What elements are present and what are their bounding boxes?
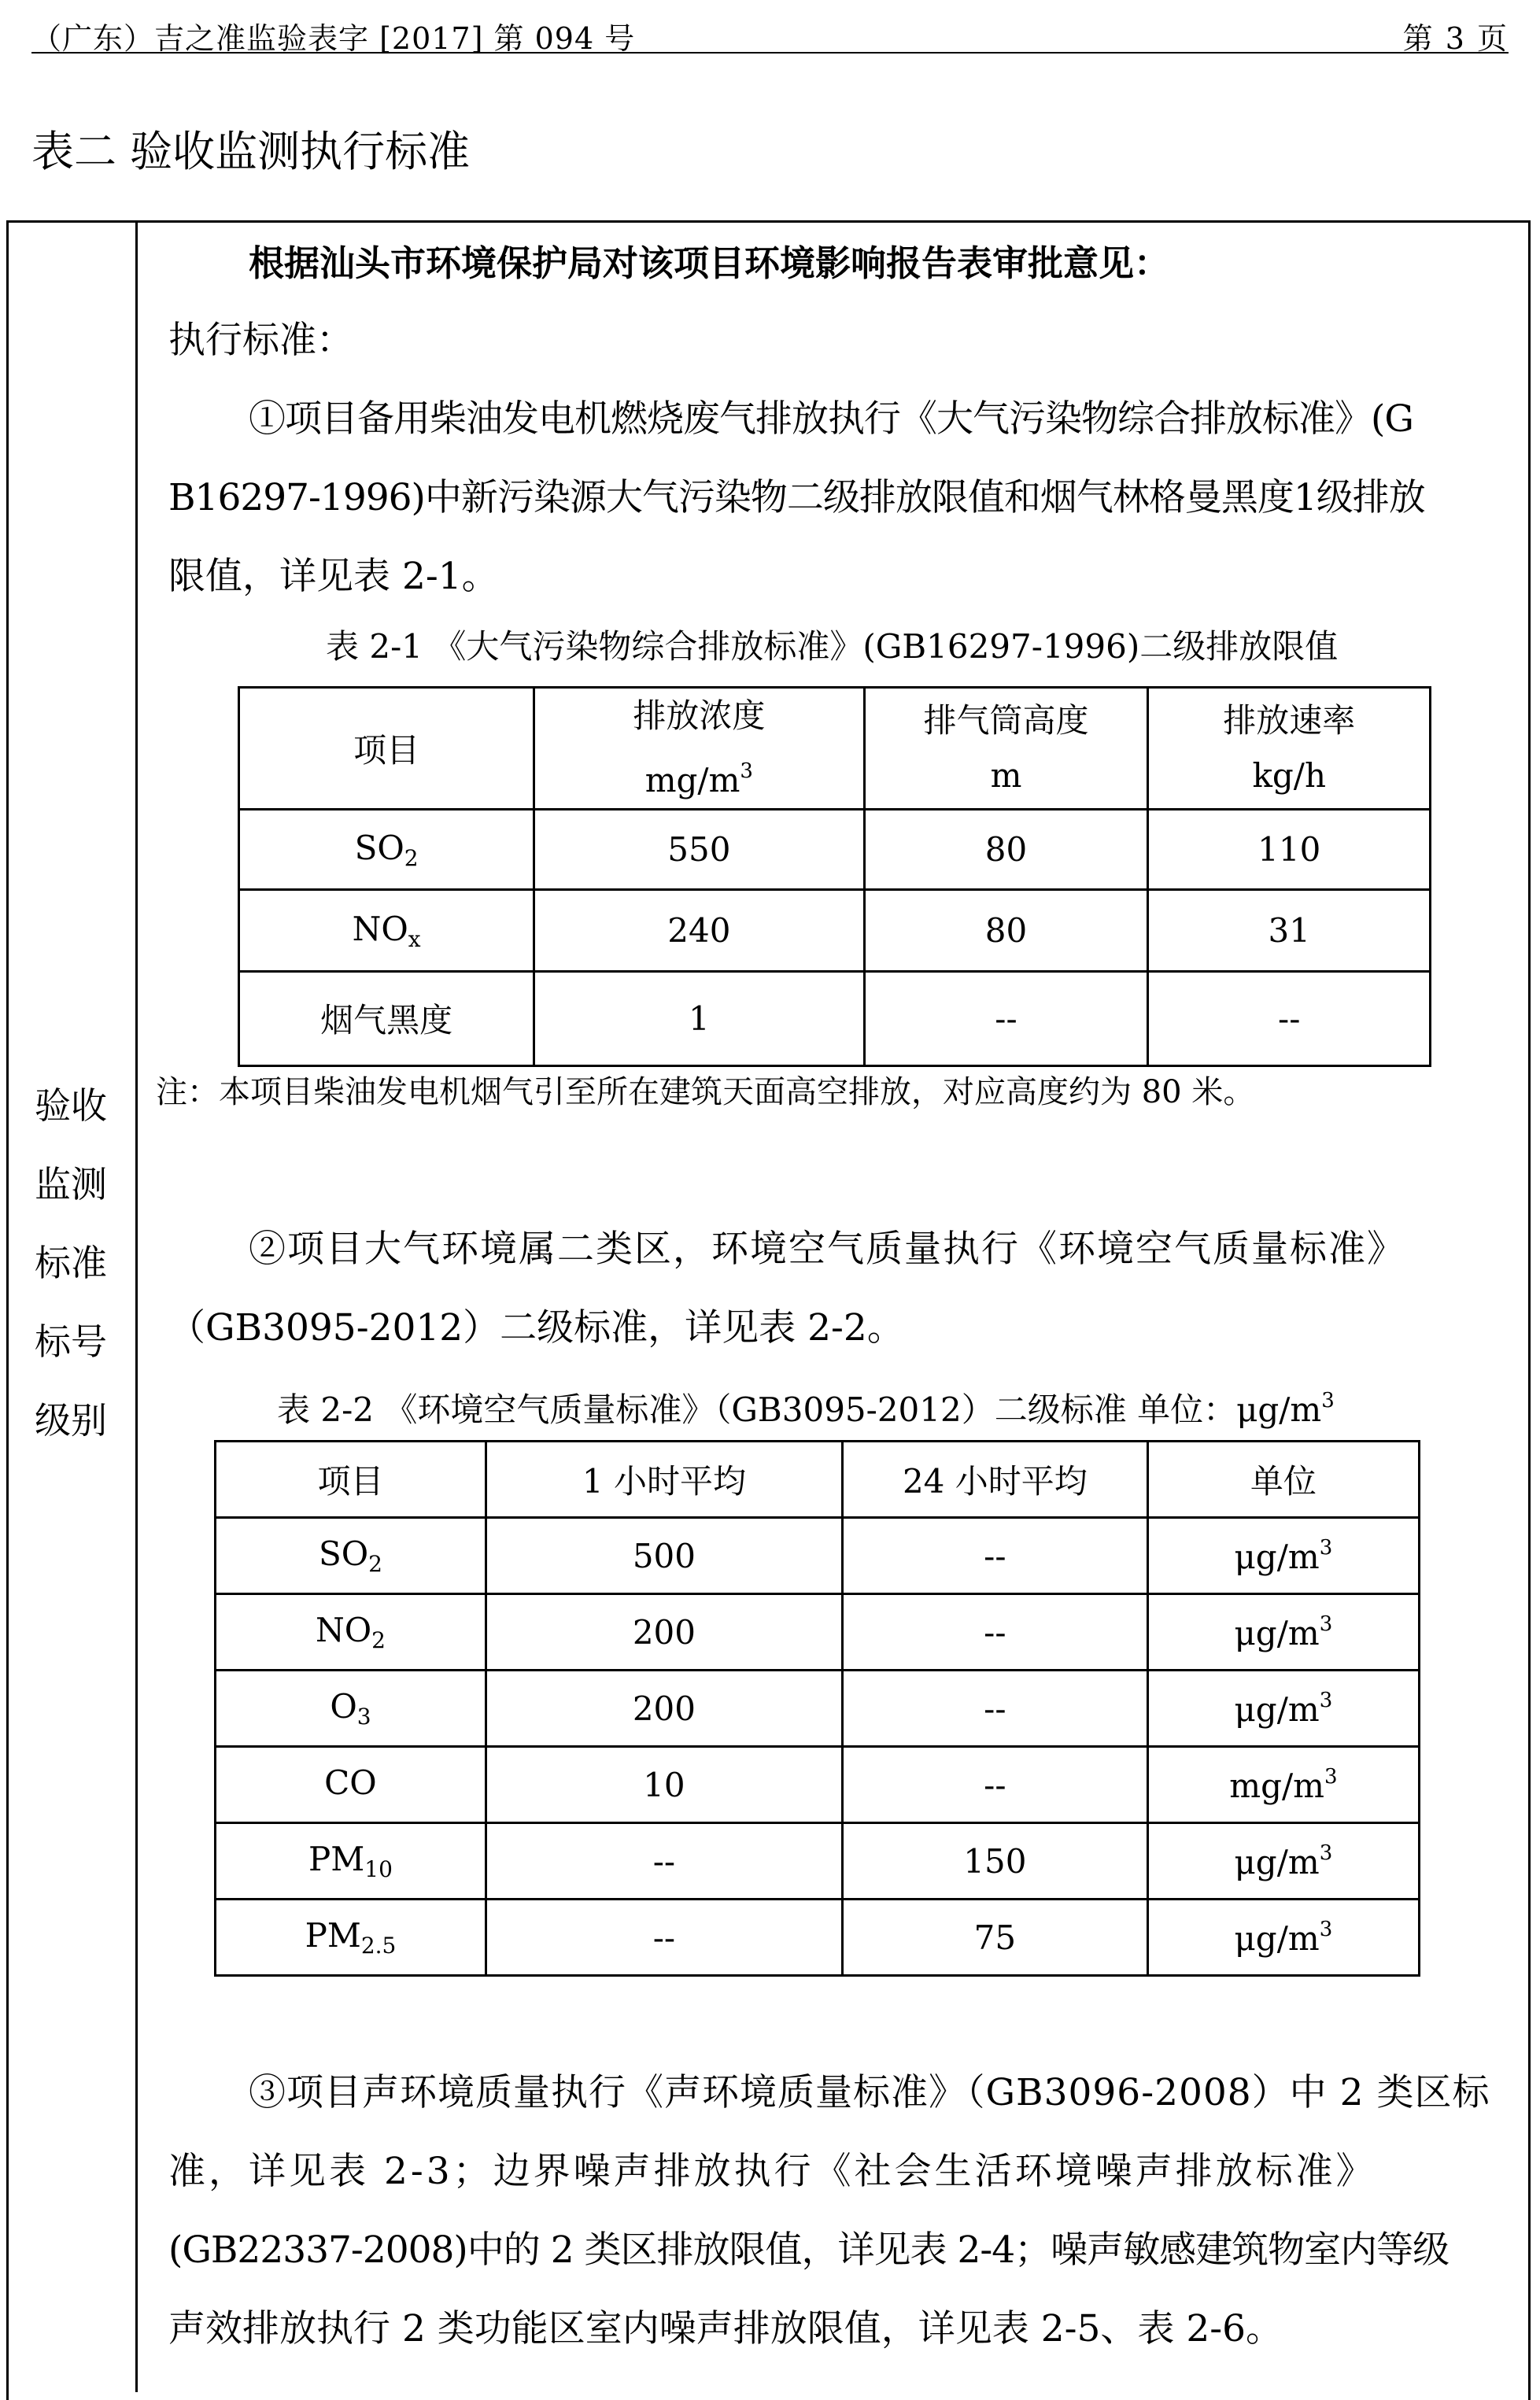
column-divider — [135, 220, 138, 2392]
table2-cell-1h: -- — [486, 1900, 842, 1976]
table2-cell-24h: -- — [842, 1594, 1147, 1671]
table-row — [216, 1671, 1420, 1747]
table2-cell-item: $O_3$ — [216, 1671, 486, 1747]
table-row — [216, 1594, 1420, 1671]
table2-cell-unit: $\mu g/m^3$ — [1147, 1823, 1419, 1900]
table2-cell-1h: 10 — [486, 1747, 842, 1823]
table2-header-item: 项目 — [216, 1442, 486, 1518]
table1-cell-rate: 31 — [1148, 890, 1431, 972]
table1-cell-item: $NO_x$ — [239, 890, 534, 972]
table2-cell-1h: 200 — [486, 1594, 842, 1671]
table2-cell-24h: -- — [842, 1747, 1147, 1823]
page-header — [31, 11, 1509, 54]
table2-cell-unit: $\mu g/m^3$ — [1147, 1594, 1419, 1671]
table-row — [239, 972, 1431, 1066]
table-row — [216, 1823, 1420, 1900]
item2-line1: ②项目大气环境属二类区，环境空气质量执行《环境空气质量标准》 — [249, 1228, 1405, 1271]
standard-label: 执行标准： — [168, 319, 353, 362]
side-label-line: 标准 — [35, 1242, 107, 1284]
table2-cell-item: CO — [216, 1747, 486, 1823]
table2-cell-unit: $mg/m^3$ — [1147, 1747, 1419, 1823]
table-row — [216, 1518, 1420, 1594]
section-title: 表二 验收监测执行标准 — [31, 127, 471, 176]
table2-cell-item: $PM_{10}$ — [216, 1823, 486, 1900]
table2-cell-unit: $\mu g/m^3$ — [1147, 1900, 1419, 1976]
item1-line1: ①项目备用柴油发电机燃烧废气排放执行《大气污染物综合排放标准》(G — [249, 397, 1413, 441]
table1-header-rate: 排放速率 kg/h — [1148, 688, 1431, 810]
table2-cell-item: $PM_{2.5}$ — [216, 1900, 486, 1976]
table2-cell-unit: $\mu g/m^3$ — [1147, 1518, 1419, 1594]
item3-line4: 声效排放执行 2 类功能区室内噪声排放限值，详见表 2-5、表 2-6。 — [168, 2307, 1283, 2350]
table2-cell-1h: 500 — [486, 1518, 842, 1594]
item2-line2: （GB3095-2012）二级标准，详见表 2-2。 — [168, 1306, 904, 1350]
table2-caption: 表 2-2 《环境空气质量标准》（GB3095-2012）二级标准 单位：$\mu g/m^3$ — [277, 1389, 1335, 1429]
table2-header-24h: 24 小时平均 — [842, 1442, 1147, 1518]
side-label-line: 级别 — [35, 1399, 107, 1442]
table1-header-item: 项目 — [239, 688, 534, 810]
table2-header-unit: 单位 — [1147, 1442, 1419, 1518]
table1-cell-rate: -- — [1148, 972, 1431, 1066]
item1-line2: B16297-1996)中新污染源大气污染物二级排放限值和烟气林格曼黑度1级排放 — [168, 476, 1425, 519]
table2-cell-1h: 200 — [486, 1671, 842, 1747]
table2-cell-item: $NO_2$ — [216, 1594, 486, 1671]
table-row — [216, 1900, 1420, 1976]
table1-header-height: 排气筒高度 m — [864, 688, 1148, 810]
table2-cell-1h: -- — [486, 1823, 842, 1900]
table1-cell-height: 80 — [864, 890, 1148, 972]
table1-cell-conc: 1 — [534, 972, 864, 1066]
table2-cell-unit: $\mu g/m^3$ — [1147, 1671, 1419, 1747]
table1-cell-conc: 550 — [534, 810, 864, 890]
table-2-1 — [238, 686, 1431, 1067]
table1-cell-rate: 110 — [1148, 810, 1431, 890]
table2-cell-24h: 150 — [842, 1823, 1147, 1900]
item3-line3: (GB22337-2008)中的 2 类区排放限值，详见表 2-4；噪声敏感建筑物室内等级 — [168, 2228, 1450, 2272]
table2-cell-item: $SO_2$ — [216, 1518, 486, 1594]
item1-line3: 限值，详见表 2-1。 — [168, 555, 499, 598]
table1-cell-item: $SO_2$ — [239, 810, 534, 890]
item3-line1: ③项目声环境质量执行《声环境质量标准》（GB3096-2008）中 2 类区标 — [249, 2071, 1490, 2114]
table2-cell-24h: 75 — [842, 1900, 1147, 1976]
table-row — [239, 890, 1431, 972]
table-2-2 — [214, 1440, 1420, 1977]
table1-header-conc: 排放浓度 $mg/m^3$ — [534, 688, 864, 810]
approval-heading: 根据汕头市环境保护局对该项目环境影响报告表审批意见： — [249, 242, 1170, 284]
table1-caption: 表 2-1 《大气污染物综合排放标准》(GB16297-1996)二级排放限值 — [326, 627, 1339, 666]
table1-cell-height: 80 — [864, 810, 1148, 890]
table2-header-1h: 1 小时平均 — [486, 1442, 842, 1518]
table-row — [239, 810, 1431, 890]
table-row — [216, 1747, 1420, 1823]
table1-note: 注：本项目柴油发电机烟气引至所在建筑天面高空排放，对应高度约为 80 米。 — [156, 1074, 1255, 1110]
table2-cell-24h: -- — [842, 1518, 1147, 1594]
table2-cell-24h: -- — [842, 1671, 1147, 1747]
page-number: 第 3 页 — [1402, 21, 1509, 56]
table1-cell-conc: 240 — [534, 890, 864, 972]
side-label — [31, 1066, 110, 1460]
side-label-line: 标号 — [35, 1320, 107, 1363]
side-label-line: 监测 — [35, 1163, 107, 1206]
table1-cell-item: 烟气黑度 — [239, 972, 534, 1066]
table1-cell-height: -- — [864, 972, 1148, 1066]
report-number: （广东）吉之准监验表字 [2017] 第 094 号 — [31, 21, 636, 56]
item3-line2: 准，详见表 2-3；边界噪声排放执行《社会生活环境噪声排放标准》 — [168, 2150, 1376, 2193]
side-label-line: 验收 — [35, 1084, 107, 1127]
